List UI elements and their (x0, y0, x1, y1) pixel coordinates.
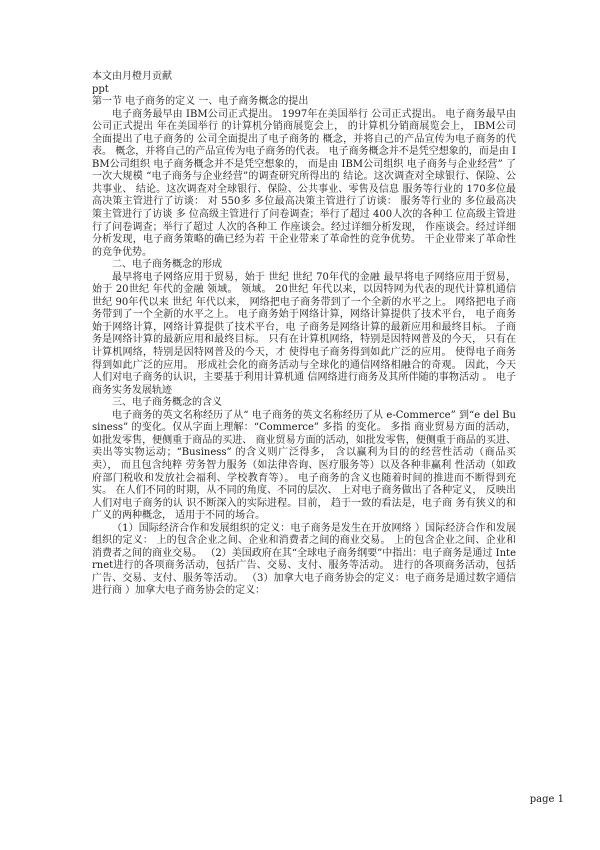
body-paragraph: （1）国际经济合作和发展组织的定义：电子商务是发生在开放网络 ）国际经济合作和发展组织的定义： 上的包含企业之间、企业和消费者之间的商业交易。 上的包含企业之间、企业和消费者之间的商业交易。 （2）美国政府在其“全球电子商务纲要”中指出：电子商务是通过 Internet进行的各项商务活动，包括广告、交易、支付、服务等活动。 进行的各项商务活动，包括广告、交易、支付、服务等活动。 （3）加拿大电子商务协会的定义：电子商务是通过数字通信进行商 ）加拿大电子商务协会的定义： (92, 522, 516, 597)
page-number: page 1 (529, 794, 564, 805)
body-paragraph: 最早将电子网络应用于贸易，始于 世纪 世纪 70年代的金融 最早将电子网络应用于贸易，始于 20世纪 年代的金融 领域。 领域。 20世纪 年代以来，以因特网为代表的现代计算机通信 世纪 90年代以来 世纪 年代以来， 网络把电子商务带到了一个全新的水平之上。 网络把电子商务带到了一个全新的水平之上。 电子商务始于网络计算，网络计算提供了技术平台， 电子商务始于网络计算，网络计算提供了技术平台，电 子商务是网络计算的最新应用和最终目标。 子商务是网络计算的最新应用和最终目标。 只有在计算机网络，特别是因特网普及的今天， 只有在计算机网络，特别是因特网普及的今天，才 使得电子商务得到如此广泛的应用。 使得电子商务得到如此广泛的应用。 形成社会化的商务活动与全球化的通信网络相融合的奇观。 因此，今天人们对电子商务的认识，主要基于利用计算机通 信网络进行商务及其所伴随的事物活动 。 电子商务实务发展轨迹 (92, 271, 516, 396)
credit-line: 本文由月橙月贡献 (92, 71, 172, 82)
section-heading: 三、电子商务概念的含义 (112, 397, 222, 409)
section-heading: 第一节 电子商务的定义 一、电子商务概念的提出 (92, 96, 309, 108)
body-paragraph: 电子商务最早由 IBM公司正式提出。 1997年在美国举行 公司正式提出。 电子商务最早由 公司正式提出 年在美国举行 的计算机分销商展览会上， 的计算机分销商展览会上， IBM公司全面提出了电子商务的 公司全面提出了电子商务的 概念，并将自己的产品宣传为电子商务的代表。 概念，并将自己的产品宣传为电子商务的代表。 电子商务概念并不是凭空想象的，而是由 IBM公司组织 电子商务概念并不是凭空想象的， 而是由 IBM公司组织 电子商务与企业经营” 了一次大规模 “电子商务与企业经营”的调查研究所得出的 结论。这次调查对全球银行、保险、公共事业、 结论。这次调查对全球银行、保险、公共事业、零售及信息 服务等行业的 170多位最高决策主管进行了访谈： 对 550多 多位最高决策主管进行了访谈： 服务等行业的 多位最高决策主管进行了访谈 多 位高级主管进行了问卷调查；举行了超过 400人次的各种工 位高级主管进行了问卷调查；举行了超过 人次的各种工 作座谈会。经过详细分析发现， 作座谈会。经过详细分析发现，电子商务策略的确已经为若 干企业带来了革命性的竞争优势。 干企业带来了革命性的竞争优势。 (92, 108, 516, 258)
format-line: ppt (92, 83, 109, 95)
document-body (92, 71, 516, 598)
body-paragraph: 电子商务的英文名称经历了从“ 电子商务的英文名称经历了从 e-Commerce” 到“e del Business” 的变化。仅从字面上理解：“Commerce” 多指 的变化。 多指 商业贸易方面的活动，如批发零售，便侧重于商品的买进、 商业贸易方面的活动，如批发零售，便侧重于商品的买进、 卖出等实物运动；“Business” 的含义则广泛得多， 含以赢利为目的的经营性活动（商品买卖）， 而且包含纯粹 劳务智力服务（如法律咨询、医疗服务等）以及各种非赢利 性活动（如政府部门税收和发放社会福利、学校教育等）。 电子商务的含义也随着时间的推进而不断得到充实。 在人们不同的时期，从不同的角度、不同的层次、 上对电子商务做出了各种定义， 反映出人们对电子商务的认 识不断深入的实际进程。目前， 趋于一致的看法是，电子商 务有狭义的和广义的两种概念， 适用于不同的场合。 (92, 409, 516, 522)
section-heading: 二、电子商务概念的形成 (112, 259, 222, 271)
